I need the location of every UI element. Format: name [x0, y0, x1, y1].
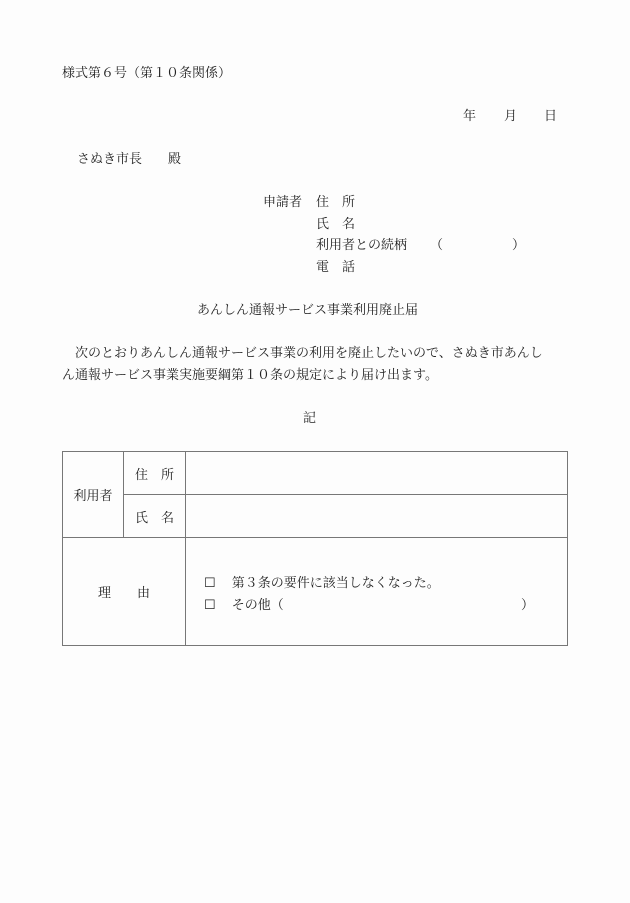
user-address-field[interactable]	[186, 452, 568, 495]
date-year-label: 年	[463, 109, 477, 124]
relation-open-paren: （	[430, 238, 444, 253]
user-address-label: 住 所	[124, 452, 186, 495]
reason-label: 理 由	[63, 538, 186, 646]
reason-option-label: その他（	[231, 598, 284, 613]
checkbox-icon[interactable]: ☐	[204, 598, 216, 613]
other-close-paren: ）	[520, 598, 534, 613]
reason-cell	[186, 538, 568, 646]
ki-label: 記	[303, 411, 317, 426]
checkbox-icon[interactable]: ☐	[204, 576, 216, 591]
form-number: 様式第６号（第１０条関係）	[62, 66, 232, 81]
body-line-2: ん通報サービス事業実施要綱第１０条の規定により届け出ます。	[62, 368, 438, 383]
addressee-honorific: 殿	[168, 152, 182, 167]
applicant-relation-label: 利用者との続柄	[316, 238, 408, 253]
user-info-table	[62, 451, 568, 646]
date-month-label: 月	[504, 109, 518, 124]
document-title: あんしん通報サービス事業利用廃止届	[197, 303, 419, 318]
reason-option-label: 第３条の要件に該当しなくなった。	[231, 576, 440, 591]
applicant-label: 申請者	[263, 195, 303, 210]
user-name-field[interactable]	[186, 495, 568, 538]
reason-option-1[interactable]	[204, 572, 440, 591]
addressee-name: さぬき市長	[77, 152, 143, 167]
applicant-phone-label: 電 話	[316, 260, 356, 275]
reason-option-2[interactable]	[204, 594, 534, 613]
user-label: 利用者	[63, 452, 124, 538]
applicant-address-label: 住 所	[316, 195, 356, 210]
user-name-label: 氏 名	[124, 495, 186, 538]
applicant-name-label: 氏 名	[316, 217, 356, 232]
relation-close-paren: ）	[512, 238, 526, 253]
body-line-1: 次のとおりあんしん通報サービス事業の利用を廃止したいので、さぬき市あんし	[62, 346, 543, 361]
date-day-label: 日	[544, 109, 558, 124]
